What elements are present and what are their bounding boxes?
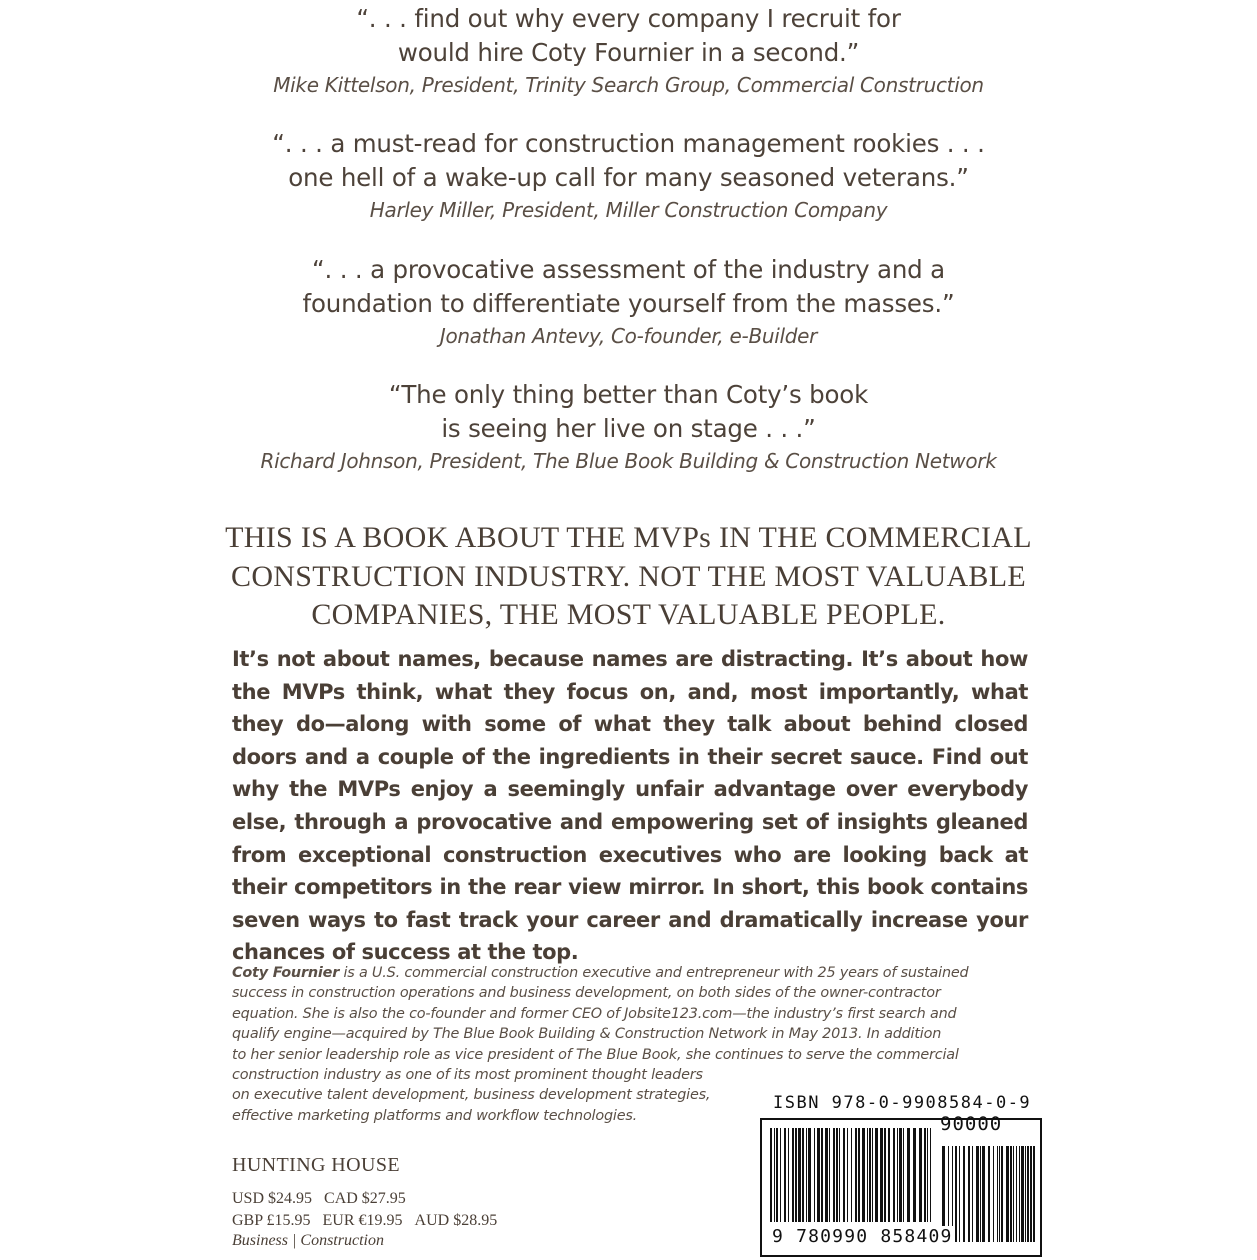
publisher-name: HUNTING HOUSE: [232, 1154, 400, 1176]
quote-line: would hire Coty Fournier in a second.”: [397, 38, 860, 67]
bio-line: [232, 963, 968, 983]
bio-text: is a U.S. commercial construction executive and entrepreneur with 25 years of sustained: [339, 965, 969, 981]
bio-line: qualify engine—acquired by The Blue Book Building & Construction Network in May 2013. In addition: [232, 1026, 942, 1043]
quote-line: foundation to differentiate yourself from the masses.”: [302, 289, 955, 318]
quote-line: “. . . a must-read for construction management rookies . . .: [272, 129, 985, 158]
price-cad: CAD $27.95: [324, 1190, 406, 1207]
quote-line: is seeing her live on stage . . .”: [441, 414, 816, 443]
bio-line: effective marketing platforms and workflow technologies.: [232, 1107, 638, 1124]
quote-attribution: Mike Kittelson, President, Trinity Search Group, Commercial Construction: [273, 73, 984, 97]
bio-line: success in construction operations and business development, on both sides of the owner-contractor: [232, 985, 941, 1002]
endorsement-3: [0, 253, 1257, 351]
headline-line: CONSTRUCTION INDUSTRY. NOT THE MOST VALUABLE: [231, 559, 1026, 593]
quote-line: one hell of a wake-up call for many seasoned veterans.”: [288, 163, 969, 192]
quote-attribution: Harley Miller, President, Miller Construction Company: [369, 198, 888, 222]
bio-line: to her senior leadership role as vice president of The Blue Book, she continues to serve the commercial: [232, 1046, 959, 1063]
price-row: [232, 1188, 509, 1210]
quote-attribution: Richard Johnson, President, The Blue Book Building & Construction Network: [260, 449, 997, 473]
bio-line: construction industry as one of its most prominent thought leaders: [232, 1067, 703, 1084]
endorsement-2: [0, 127, 1257, 225]
price-eur: EUR €19.95: [322, 1212, 403, 1229]
bio-line: equation. She is also the co-founder and former CEO of Jobsite123.com—the industry’s first search and: [232, 1005, 957, 1022]
barcode-addon-digits: 90000: [940, 1113, 1003, 1135]
author-name: Coty Fournier: [232, 965, 340, 981]
category-label: Business | Construction: [232, 1232, 384, 1249]
price-aud: AUD $28.95: [414, 1212, 498, 1229]
book-description: It’s not about names, because names are distracting. It’s about how the MVPs think, what they focus on, and, most importantly, what they do—along with some of what they talk about behind closed doors and a couple of the ingredients in their secret sauce. Find out why the MVPs enjoy a seemingly unfair advantage over everybody else, through a provocative and empowering set of insights gleaned from exceptional construction executives who are looking back at their competitors in the rear view mirror. In short, this book contains seven ways to fast track your career and dramatically increase your chances of success at the top.: [232, 647, 1028, 965]
isbn-label: ISBN 978-0-9908584-0-9: [773, 1093, 1032, 1113]
price-gbp: GBP £15.95: [232, 1212, 311, 1229]
price-list: [232, 1188, 509, 1232]
quote-line: “. . . find out why every company I recruit for: [356, 4, 901, 33]
price-row: [232, 1210, 509, 1232]
bio-line: on executive talent development, business development strategies,: [232, 1087, 711, 1104]
headline-line: THIS IS A BOOK ABOUT THE MVPs IN THE COMMERCIAL: [225, 521, 1032, 554]
endorsement-4: [0, 378, 1257, 476]
quote-attribution: Jonathan Antevy, Co-founder, e-Builder: [439, 324, 818, 348]
quote-line: “The only thing better than Coty’s book: [388, 380, 869, 409]
price-usd: USD $24.95: [232, 1190, 313, 1207]
quote-line: “. . . a provocative assessment of the industry and a: [312, 255, 945, 284]
headline-line: COMPANIES, THE MOST VALUABLE PEOPLE.: [311, 598, 946, 631]
endorsement-1: [0, 2, 1257, 100]
headline: [0, 519, 1257, 635]
barcode-digits: 9 780990 858409: [772, 1226, 953, 1247]
